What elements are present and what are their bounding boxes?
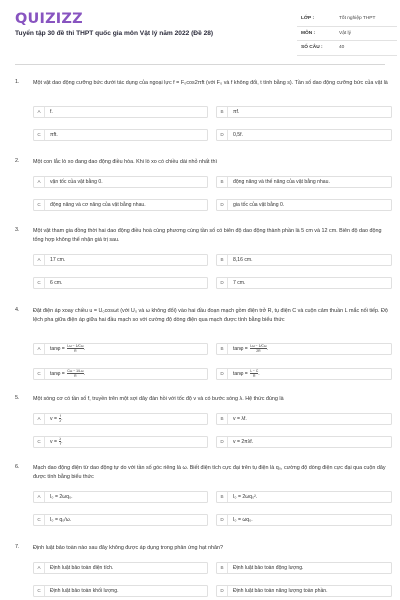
quizizz-logo: QUIZIZZ	[15, 11, 83, 27]
option-text	[233, 200, 284, 210]
meta-value: Vật lý	[339, 30, 351, 36]
question-text: Một vật tham gia đồng thời hai dao động điều hoà cùng phương cùng tần số có biên độ dao động thành phần là 5 cm và 12 cm. Biên độ dao động tổng hợp không thể nhận giá trị sau.	[33, 228, 382, 243]
fraction-numerator: L − C	[250, 369, 259, 374]
answer-option-a[interactable]	[33, 176, 208, 188]
option-letter: C	[34, 586, 45, 596]
answer-option-d[interactable]	[216, 199, 392, 211]
question-text: Một sóng cơ có tần số f, truyền trên một sợi dây đàn hồi với tốc độ v và có bước sóng λ. Hệ thức đúng là	[33, 396, 284, 402]
fraction-numerator: Lω − 1/Cω	[250, 344, 267, 349]
fraction-numerator: f	[59, 414, 61, 419]
option-label: 8,16 cm.	[233, 257, 253, 263]
option-text	[233, 414, 247, 424]
option-text	[50, 107, 53, 117]
question-text: Đặt điện áp xoay chiều u = U₀cosωt (với U₀ và ω không đổi) vào hai đầu đoạn mạch gồm điện trở R, tụ điện C và cuộn cảm thuần L mắc nối tiếp. Độ lệch pha giữa điện áp giữa hai đầu mạch so với cường độ dòng điện qua mạch được tính bằng biểu thức	[33, 308, 388, 323]
answer-option-b[interactable]	[216, 106, 392, 118]
option-letter: A	[34, 492, 45, 502]
question-number: 7.	[15, 544, 20, 550]
answer-option-d[interactable]	[216, 277, 392, 289]
option-text: tanφ = $\frac{L\omega - 1/C\omega}{2R}$ .	[233, 344, 268, 354]
option-text	[233, 177, 330, 187]
meta-row-subject	[297, 27, 397, 42]
answer-option-a[interactable]	[33, 254, 208, 266]
question-number: 4.	[15, 307, 20, 313]
option-letter: C	[34, 515, 45, 525]
question-text: Mạch dao động điện từ dao động tự do với tần số góc riêng là ω. Biết điện tích cực đại trên tụ điện là q₀, cường độ dòng điện cực đại qua cuộn dây được tính bằng biểu thức	[33, 465, 386, 480]
option-label: πft.	[50, 132, 58, 138]
option-label: I₀ = 2ωq₀.	[50, 494, 73, 500]
option-text	[233, 492, 257, 502]
answer-option-c[interactable]	[33, 585, 208, 597]
option-label: 17 cm.	[50, 257, 66, 263]
option-text: v = $\frac{\lambda}{f}$ .	[50, 437, 63, 447]
option-label: v =	[50, 416, 59, 422]
option-text: tanφ = $\frac{L - C}{R}$ .	[233, 369, 260, 379]
option-label: f.	[50, 109, 53, 115]
option-letter: D	[217, 437, 228, 447]
option-text	[50, 492, 73, 502]
option-letter: B	[217, 414, 228, 424]
fraction-numerator: Cω − 1/Lω	[67, 369, 84, 374]
answer-option-a[interactable]	[33, 106, 208, 118]
answer-option-c[interactable]	[33, 129, 208, 141]
option-label: 6 cm.	[50, 280, 63, 286]
question-text: Định luật bảo toàn nào sau đây không được áp dụng trong phản ứng hạt nhân?	[33, 545, 223, 551]
option-label: Định luật bảo toàn điện tích.	[50, 565, 114, 571]
answer-option-b[interactable]	[216, 343, 392, 355]
option-letter: C	[34, 437, 45, 447]
option-letter: C	[34, 200, 45, 210]
option-text	[50, 515, 71, 525]
option-letter: B	[217, 492, 228, 502]
option-letter: D	[217, 130, 228, 140]
option-text: v = $\frac{f}{\lambda}$ .	[50, 414, 63, 424]
option-label: 0,5f.	[233, 132, 243, 138]
option-label: v =	[50, 439, 59, 445]
option-text: tanφ = $\frac{C\omega - 1/L\omega}{R}$ .	[50, 369, 85, 379]
option-text	[233, 255, 253, 265]
option-text	[233, 437, 253, 447]
option-letter: B	[217, 563, 228, 573]
option-text	[50, 200, 146, 210]
option-letter: B	[217, 177, 228, 187]
option-text	[233, 107, 239, 117]
answer-option-a[interactable]	[33, 562, 208, 574]
answer-option-c[interactable]	[33, 199, 208, 211]
worksheet-title: Tuyển tập 30 đề thi THPT quốc gia môn Vật lý năm 2022 (Đề 28)	[15, 30, 214, 37]
option-letter: D	[217, 200, 228, 210]
option-label: gia tốc của vật bằng 0.	[233, 202, 285, 208]
option-letter: A	[34, 177, 45, 187]
question-number: 2.	[15, 158, 20, 164]
option-text	[233, 586, 328, 596]
option-label: v = 2πλf.	[233, 439, 254, 445]
option-text	[50, 563, 113, 573]
option-letter: D	[217, 586, 228, 596]
header-divider	[15, 64, 385, 65]
option-text	[50, 177, 103, 187]
answer-option-a[interactable]	[33, 491, 208, 503]
option-label: Định luật bảo toàn năng lượng toàn phần.	[233, 588, 328, 594]
answer-option-d[interactable]	[216, 585, 392, 597]
option-label: Định luật bảo toàn khối lượng.	[50, 588, 119, 594]
fraction-denominator: R	[253, 374, 256, 379]
answer-option-b[interactable]	[216, 413, 392, 425]
option-letter: B	[217, 107, 228, 117]
fraction-numerator: λ	[59, 437, 62, 442]
option-text	[50, 255, 65, 265]
fraction-denominator: R	[74, 374, 77, 379]
option-label: Định luật bảo toàn động lượng.	[233, 565, 304, 571]
answer-option-c[interactable]	[33, 514, 208, 526]
meta-value: 40	[339, 45, 345, 50]
meta-key: LỚP :	[301, 16, 315, 21]
option-letter: A	[34, 563, 45, 573]
option-label: tanφ =	[233, 371, 250, 377]
option-letter: B	[217, 255, 228, 265]
option-letter: D	[217, 278, 228, 288]
answer-option-d[interactable]	[216, 436, 392, 448]
fraction-denominator: f	[59, 442, 61, 447]
option-letter: A	[34, 344, 45, 354]
answer-option-a[interactable]	[33, 413, 208, 425]
meta-key: SỐ CÂU :	[301, 45, 323, 50]
option-text: tanφ = $\frac{L\omega - 1/C\omega}{R}$ .	[50, 344, 85, 354]
answer-option-b[interactable]	[216, 491, 392, 503]
option-label: I₀ = ωq₀.	[233, 517, 253, 523]
option-text	[233, 563, 303, 573]
option-letter: C	[34, 130, 45, 140]
question-text: Một vật dao động cưỡng bức dưới tác dụng của ngoại lực f = F₀cos2πft (với F₀ và f không đổi, t tính bằng s). Tần số dao động cưỡng bức của vật là	[33, 80, 388, 86]
fraction-numerator: Lω − 1/Cω	[67, 344, 84, 349]
fraction-denominator: 2R	[256, 349, 261, 354]
option-label: động năng và cơ năng của vật bằng nhau.	[50, 202, 146, 208]
option-label: πf.	[233, 109, 240, 115]
question-number: 3.	[15, 227, 20, 233]
answer-option-c[interactable]	[33, 436, 208, 448]
meta-table	[297, 12, 397, 56]
option-letter: C	[34, 278, 45, 288]
question-text: Một con lắc lò xo đang dao động điều hòa. Khi lò xo có chiều dài nhỏ nhất thì	[33, 159, 218, 165]
option-letter: D	[217, 515, 228, 525]
option-label: I₀ = q₀/ω.	[50, 517, 72, 523]
meta-key: MÔN :	[301, 30, 316, 36]
option-label: v = λf.	[233, 416, 247, 422]
answer-option-c[interactable]	[33, 368, 208, 380]
meta-row-class	[297, 12, 397, 27]
worksheet-header	[0, 0, 400, 62]
fraction	[67, 369, 83, 378]
answer-option-d[interactable]	[216, 514, 392, 526]
question-number: 5.	[15, 395, 20, 401]
option-text	[50, 586, 119, 596]
option-letter: A	[34, 414, 45, 424]
question-number: 1.	[15, 79, 20, 85]
answer-option-a[interactable]	[33, 343, 208, 355]
option-label: I₀ = 2ωq₀².	[233, 494, 258, 500]
option-letter: D	[217, 369, 228, 379]
option-text	[50, 130, 58, 140]
fraction-denominator: λ	[59, 419, 62, 424]
option-text	[233, 278, 245, 288]
fraction	[250, 344, 266, 353]
answer-option-d[interactable]	[216, 129, 392, 141]
option-letter: B	[217, 344, 228, 354]
option-text	[233, 130, 243, 140]
option-label: động năng và thế năng của vật bằng nhau.	[233, 179, 330, 185]
answer-option-b[interactable]	[216, 254, 392, 266]
option-letter: A	[34, 255, 45, 265]
question-number: 6.	[15, 464, 20, 470]
fraction-denominator: R	[74, 349, 77, 354]
option-label: tanφ =	[50, 346, 67, 352]
option-letter: A	[34, 107, 45, 117]
answer-option-c[interactable]	[33, 277, 208, 289]
option-label: tanφ =	[50, 371, 67, 377]
option-text	[233, 515, 253, 525]
option-letter: C	[34, 369, 45, 379]
option-text	[50, 278, 62, 288]
option-label: tanφ =	[233, 346, 250, 352]
option-label: vận tốc của vật bằng 0.	[50, 179, 103, 185]
fraction	[67, 344, 83, 353]
answer-option-b[interactable]	[216, 176, 392, 188]
answer-option-b[interactable]	[216, 562, 392, 574]
answer-option-d[interactable]	[216, 368, 392, 380]
meta-value: Tốt nghiệp THPT	[339, 16, 376, 21]
option-label: 7 cm.	[233, 280, 246, 286]
meta-row-question-count	[297, 41, 397, 56]
